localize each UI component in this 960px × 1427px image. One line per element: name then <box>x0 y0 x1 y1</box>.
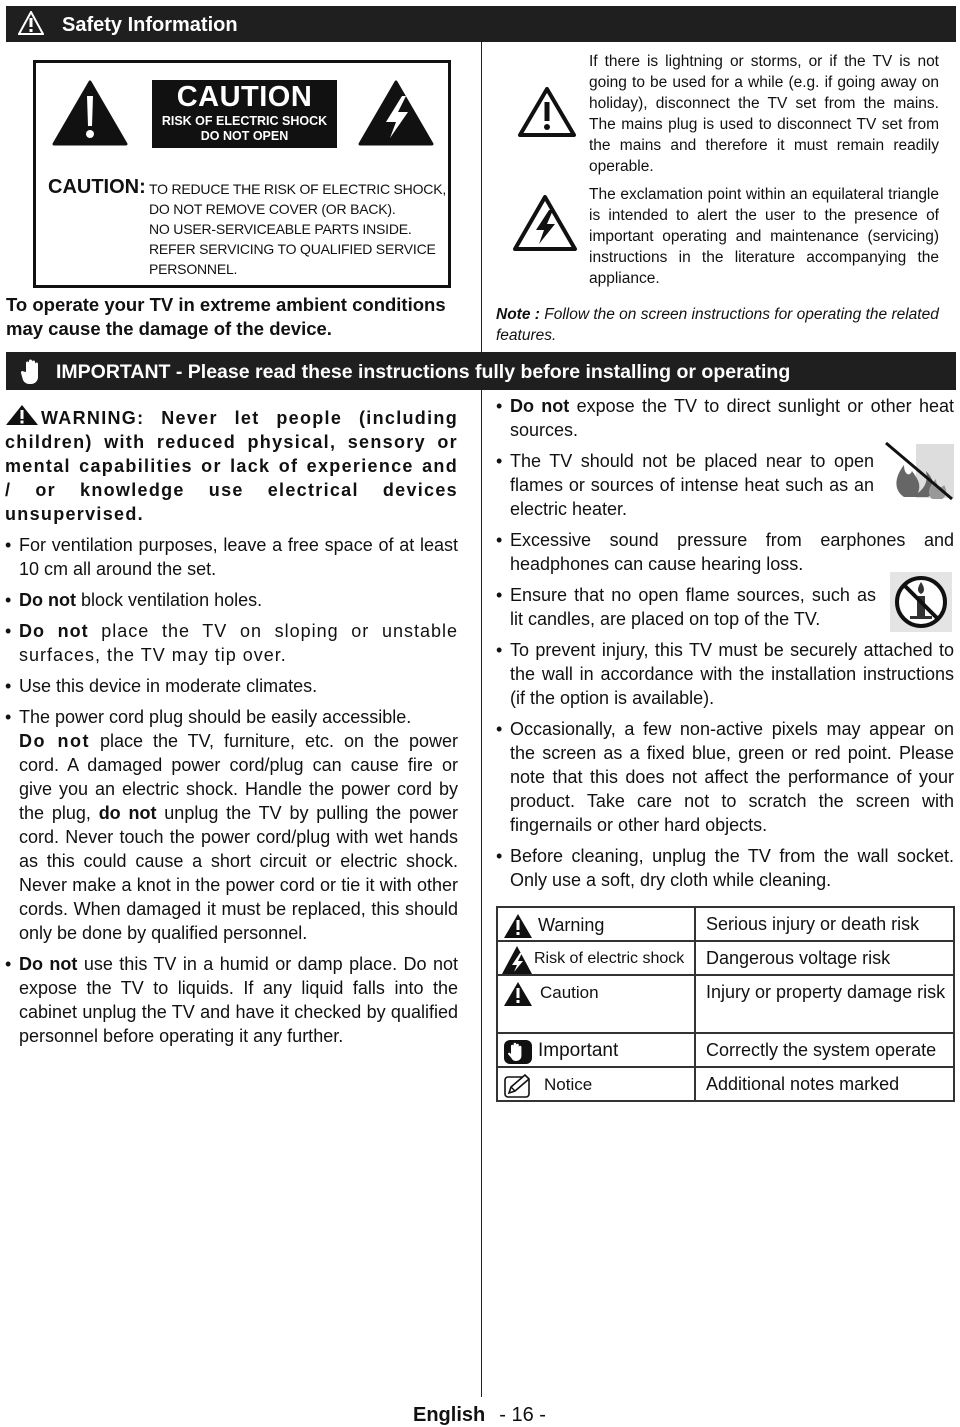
safety-list-left <box>5 533 458 1048</box>
sunlight-text: expose the TV to direct sunlight or other heat sources. <box>510 396 954 440</box>
list-item <box>496 528 954 576</box>
no-candle-icon <box>890 572 952 632</box>
legend-label: Warning <box>538 915 605 935</box>
lightning-triangle-icon <box>358 80 434 146</box>
caution-banner-line: RISK OF ELECTRIC SHOCK <box>161 114 328 128</box>
exclamation-explanation-paragraph: The exclamation point within an equilateral triangle is intended to alert the user to the presence of important operating and maintenance (servicing) instructions in the literature accompanying the appliance. <box>589 186 939 287</box>
table-row <box>497 941 954 975</box>
legend-label-cell <box>497 1067 695 1101</box>
table-row <box>497 1067 954 1101</box>
block-vent-text: block ventilation holes. <box>81 590 263 610</box>
do-not-label: do not <box>98 803 157 823</box>
lightning-storm-paragraph: If there is lightning or storms, or if the TV is not going to be used for a while (e.g. if going away on holiday), disconnect the TV set from the mains. The mains plug is used to disconnect TV set from the mains and therefore it must remain readily operable. <box>589 53 939 175</box>
legend-label-cell <box>497 907 695 941</box>
do-not-label: Do not <box>19 590 76 610</box>
cord-text: place the TV, furniture, etc. on the power cord. A damaged power cord/plug can cause fire or give you an electric shock. Handle the power cord by the plug, <box>19 731 458 823</box>
sound-text: Excessive sound pressure from earphones and headphones can cause hearing loss. <box>510 530 954 574</box>
caution-banner-line: DO NOT OPEN <box>200 129 289 143</box>
notice-pencil-icon <box>503 1073 533 1099</box>
cleaning-text: Before cleaning, unplug the TV from the wall socket. Only use a soft, dry cloth while cleaning. <box>510 846 954 890</box>
column-divider <box>481 42 482 1397</box>
legend-label-cell <box>497 975 695 1033</box>
legend-label: Caution <box>540 983 599 1002</box>
exclamation-triangle-icon <box>52 80 128 146</box>
lightning-triangle-icon <box>512 194 578 252</box>
important-title: IMPORTANT - Please read these instructions fully before installing or operating <box>56 361 791 383</box>
section-title: Safety Information <box>62 14 238 36</box>
warning-icon <box>18 11 44 35</box>
important-bar <box>6 352 956 390</box>
no-fire-icon <box>882 441 956 501</box>
list-item <box>5 533 458 581</box>
warning-text: WARNING: Never let people (including children) with reduced physical, sensory or mental capabilities or lack of experience and / or knowledge use electrical devices unsupervised. <box>5 408 458 524</box>
legend-desc: Correctly the system operate <box>695 1033 954 1067</box>
caution-line: DO NOT REMOVE COVER (OR BACK). <box>149 201 396 217</box>
flames-text: The TV should not be placed near to open flames or sources of intense heat such as an electric heater. <box>510 451 874 519</box>
sloping-text: place the TV on sloping or unstable surfaces, the TV may tip over. <box>19 621 458 665</box>
note-paragraph <box>496 304 956 346</box>
warning-paragraph <box>5 404 458 526</box>
section-header <box>6 6 956 42</box>
page-footer <box>413 1404 546 1427</box>
do-not-label: Do not <box>19 731 90 751</box>
list-item <box>5 588 458 612</box>
caution-line: TO REDUCE THE RISK OF ELECTRIC SHOCK, <box>149 181 447 197</box>
list-item <box>496 844 954 892</box>
legend-label: Risk of electric shock <box>534 950 685 967</box>
list-item <box>496 394 954 442</box>
footer-language: English <box>413 1404 486 1426</box>
ventilation-text: For ventilation purposes, leave a free space of at least 10 cm all around the set. <box>19 535 458 579</box>
candles-text: Ensure that no open flame sources, such as lit candles, are placed on top of the TV. <box>510 585 876 629</box>
electric-shock-icon <box>501 945 533 975</box>
list-item <box>496 638 954 710</box>
note-text: Follow the on screen instructions for operating the related features. <box>496 306 939 344</box>
list-item <box>5 619 458 667</box>
list-item <box>5 952 458 1048</box>
list-item <box>5 674 458 698</box>
hand-icon <box>503 1039 533 1065</box>
left-column <box>5 404 458 1055</box>
exclamation-triangle-icon <box>517 86 577 138</box>
caution-banner-title: CAUTION <box>176 81 313 113</box>
cord-text: The power cord plug should be easily accessible. <box>19 707 412 727</box>
warning-triangle-icon <box>5 404 41 426</box>
warning-triangle-icon <box>503 913 533 939</box>
legend-label-cell <box>497 1033 695 1067</box>
climates-text: Use this device in moderate climates. <box>19 676 318 696</box>
legend-desc: Injury or property damage risk <box>695 975 954 1033</box>
caution-triangle-icon <box>503 981 533 1007</box>
legend-label: Notice <box>544 1075 593 1094</box>
list-item <box>496 583 954 631</box>
caution-label: CAUTION: <box>48 176 146 198</box>
table-row <box>497 975 954 1033</box>
pixels-text: Occasionally, a few non-active pixels may appear on the screen as a fixed blue, green or red point. Please note that this does not affect the performance of your product. Take care not to scratch the screen with fingernails or other hard objects. <box>510 719 954 835</box>
hand-icon <box>20 358 46 386</box>
do-not-label: Do not <box>510 396 570 416</box>
injury-text: To prevent injury, this TV must be securely attached to the wall in accordance with the installation instructions (if the option is available). <box>510 640 954 708</box>
ambient-conditions-warning: To operate your TV in extreme ambient conditions may cause the damage of the device. <box>6 294 446 339</box>
legend-desc: Additional notes marked <box>695 1067 954 1101</box>
humid-text: use this TV in a humid or damp place. Do not expose the TV to liquids. If any liquid falls into the cabinet unplug the TV and have it checked by qualified personnel before operating it any further. <box>19 954 459 1046</box>
caution-banner <box>152 80 337 148</box>
legend-label-cell <box>497 941 695 975</box>
symbol-legend-table <box>496 906 955 1102</box>
do-not-label: Do not <box>19 954 78 974</box>
table-row <box>497 1033 954 1067</box>
do-not-label: Do not <box>19 621 89 641</box>
list-item <box>496 717 954 837</box>
cord-text: unplug the TV by pulling the power cord. Never touch the power cord/plug with wet hands as this could cause a short circuit or electric shock. Never make a knot in the power cord or tie it with other cords. When damaged it must be replaced, this should only be done by qualified personnel. <box>19 803 458 943</box>
legend-label: Important <box>538 1040 619 1061</box>
legend-desc: Serious injury or death risk <box>695 907 954 941</box>
caution-line: NO USER-SERVICEABLE PARTS INSIDE. <box>149 221 412 237</box>
page-number: - 16 - <box>499 1404 546 1426</box>
table-row <box>497 907 954 941</box>
caution-line: REFER SERVICING TO QUALIFIED SERVICE <box>149 241 436 257</box>
caution-text <box>149 179 447 279</box>
note-label: Note : <box>496 306 540 323</box>
legend-desc: Dangerous voltage risk <box>695 941 954 975</box>
caution-line: PERSONNEL. <box>149 261 238 277</box>
list-item <box>5 705 458 945</box>
